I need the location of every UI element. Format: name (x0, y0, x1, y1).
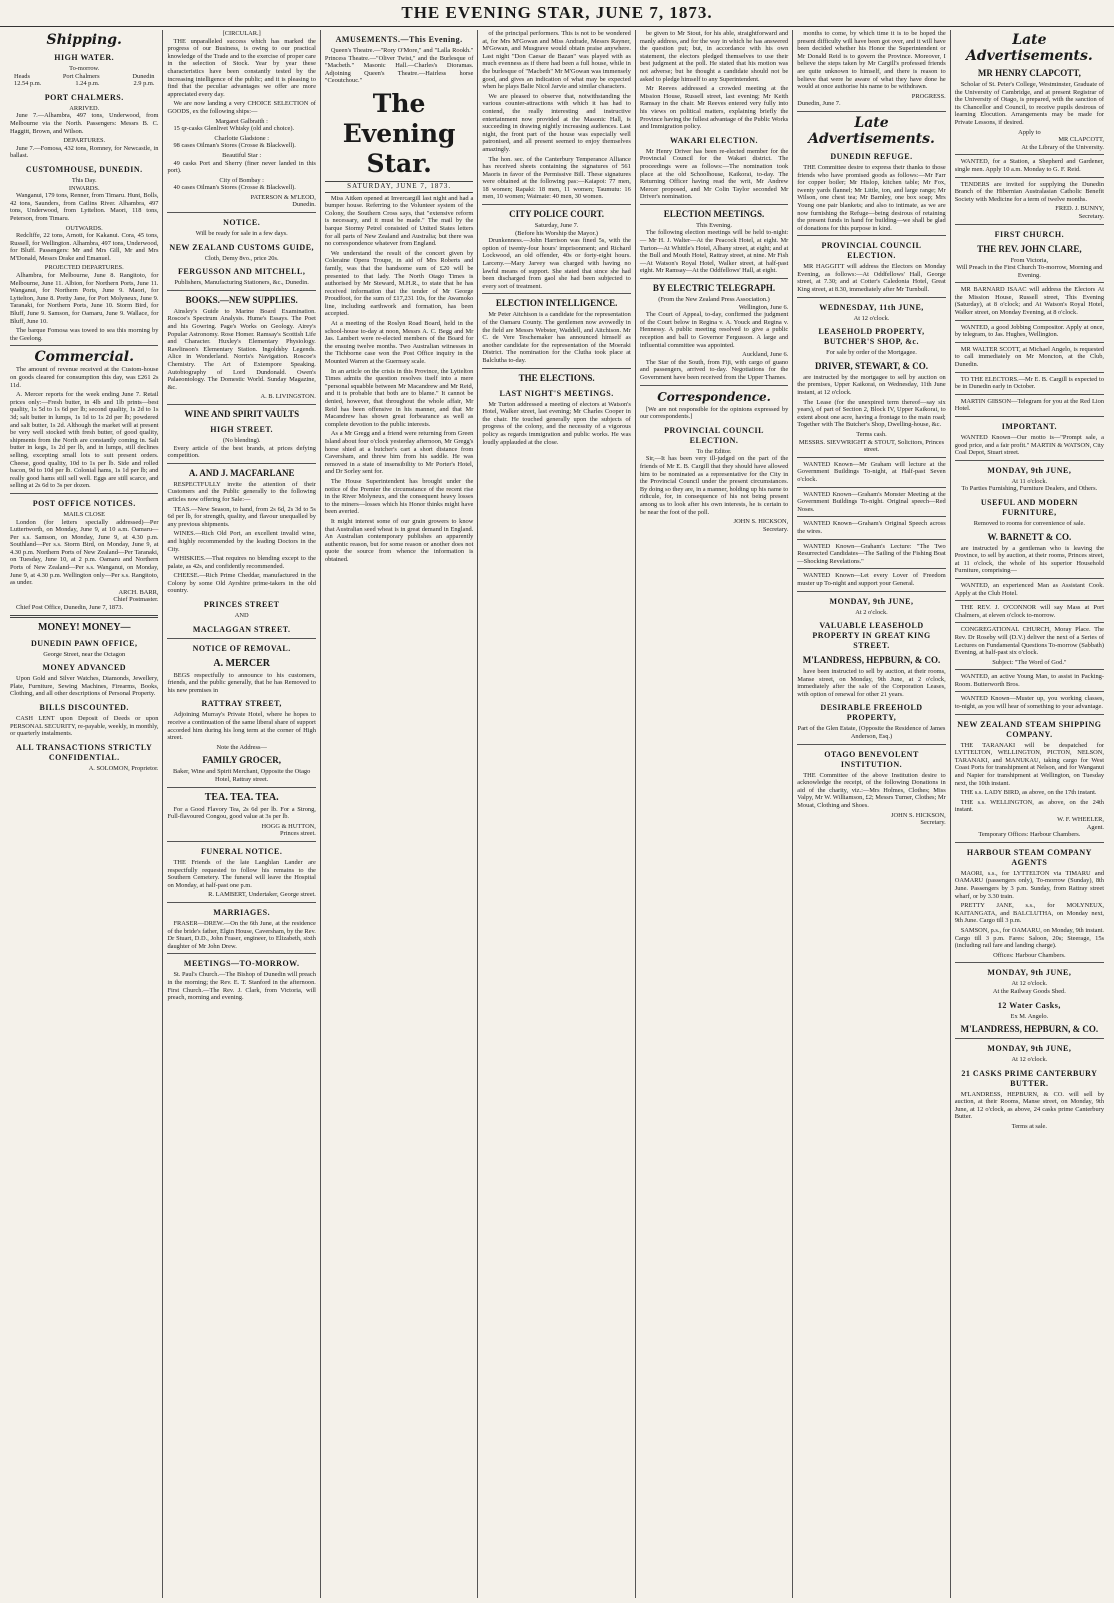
clapcott-heading: MR HENRY CLAPCOTT, (977, 68, 1081, 78)
police-bench: (Before his Worship the Mayor.) (515, 229, 599, 237)
customhouse-heading: CUSTOMHOUSE, DUNEDIN. (25, 164, 143, 174)
divider (797, 297, 945, 298)
divider (797, 457, 945, 458)
wines-text: WINES.—Rich Old Port, an excellent invalid wine, and highly recommended by the leading Doctors in the City. (167, 530, 316, 553)
congregational-text: CONGREGATIONAL CHURCH, Moray Place. The Rev. Dr Roseby will (D.V.) deliver the next of a Series of Lectures on Fundamental Questions To-morrow (Sabbath) Evening, at half-past six o'clock. (954, 626, 1105, 657)
column-3 (321, 30, 478, 1598)
divider (640, 385, 788, 386)
water-casks: 12 Water Casks, (997, 1000, 1061, 1010)
ship3-name: Beautiful Star : (222, 151, 262, 159)
police-text: Drunkenness.—John Harrison was fined 5s, with the option of twenty-four hours' imprisonment; and Richard Lockwood, an old offender, 40s or forty-eight hours. Larceny.—Mary Jarvey was charged with having no lawful means of support. She stated that since she had been discharged from gaol she had been subjected to every sort of treatment. (482, 237, 631, 290)
crisis-text: In an article on the crisis in this Province, the Lyttelton Times admits the question resolves itself into a mere "personal squabble between Mr Macandrew and Mr Reid, and it is probable that both are to blame." It cannot be denied, however, that throughout the whole affair, Mr Reid has been offensive in his manner, and that Mr Macandrew has shown great forbearance as well as complete devotion to the public interests. (324, 367, 474, 428)
mlandress-heading: M'LANDRESS, HEPBURN, & CO. (960, 1024, 1099, 1035)
notice-heading: NOTICE. (223, 218, 261, 228)
clapcott-signature: MR CLAPCOTT, (1058, 136, 1105, 144)
clapcott-text: Scholar of St. Peter's College, Westminster, Graduate of the University of Cambridge, and at present Registrar of the University of Otago, is prepared, with the sanction of its Chancellor and Council, to receive pupils desirous of learning Elocution. Arrangements may be made for Private Lessons, if desired. (954, 81, 1105, 126)
hickson-title: Secretary. (920, 819, 946, 827)
monday-9-label: MONDAY, 9th JUNE, (829, 596, 914, 606)
divider (955, 154, 1104, 155)
ship1-goods: 15 qr-casks Glenlivet Whisky (old and choice). (173, 125, 295, 133)
divider (955, 669, 1104, 670)
desirable-heading: DESIRABLE FREEHOLD PROPERTY, (820, 703, 923, 723)
divider (640, 278, 788, 279)
pawn-address: George Street, near the Octagon (43, 650, 126, 658)
macfarlane-text: RESPECTFULLY invite the attention of their Customers and the Public generally to the following articles now offering for Sale:— (167, 480, 316, 503)
tomorrow-label: To-morrow. (69, 65, 100, 72)
address-label: Note the Address— (216, 743, 267, 751)
wellington-dateline: Wellington, June 6. (738, 303, 789, 311)
valuable-heading: VALUABLE LEASEHOLD PROPERTY IN GREAT KING STREET. (812, 621, 931, 651)
tide-times (10, 80, 158, 88)
books-list: Ainsley's Guide to Marine Board Examination. Roscoe's Spectrum Analysis. Hume's Essays. The Poet and his Gowring. Page's Works on Geology. Airey's Popular Astronomy. Rose Homer. Ramsay's Scottish Life and Character. Huxley's Elementary Physiology. Rawlinson's Elementary Station. Ingoldsby Legends. Alice in Wonderland. Norris's Navigation. Roscoe's Chemistry. The Art of Extempore Speaking. Autobiography of Lord Dundonald. Owen's Palaeontology. The Domestic World. Sunday Magazine, &c. (167, 307, 316, 391)
divider (10, 345, 158, 346)
ship3-goods: 49 casks Port and Sherry (finer never landed in this port). (167, 159, 316, 175)
bunny-name: FRED. J. BUNNY, (1055, 205, 1105, 213)
grain-text: It might interest some of our grain growers to know that Australian seed wheat is in great demand in England. An Australian contemporary publishes an apparently authentic reason, but for some reason or another does not quote the source from whence the information is obtained. (324, 517, 474, 563)
wednesday-label: WEDNESDAY, 11th JUNE, (819, 302, 924, 312)
ship4-name: City of Bombay : (219, 176, 264, 184)
police-court-heading: CITY POLICE COURT. (509, 209, 605, 220)
mlandress-name: M'LANDRESS, HEPBURN, & CO. (802, 655, 941, 666)
this-day-label: This Day. (71, 176, 97, 184)
paper-title: The Evening Star. (342, 88, 456, 178)
circular-label: [CIRCULAR.] (222, 30, 261, 37)
divider (955, 578, 1104, 579)
divider (482, 293, 630, 294)
removal-heading: NOTICE OF REMOVAL. (192, 643, 291, 653)
lambert: R. LAMBERT, Undertaker, George street. (208, 891, 316, 899)
elections-heading: THE ELECTIONS. (518, 372, 595, 383)
divider (955, 416, 1104, 417)
divider (797, 591, 945, 592)
princes-st: Princes street. (280, 830, 316, 838)
marriages-text: FRASER—DREW.—On the 6th June, at the residence of the bride's father, Elgin House, Caversham, by the Rev. Dr Stuart, D.D., John Fraser, engineer, to Elizabeth, sixth daughter of Mr John Drew. (167, 919, 316, 950)
divider (797, 568, 945, 569)
monday-9b: MONDAY, 9th JUNE, (987, 968, 1072, 978)
masthead: THE EVENING STAR, JUNE 7, 1873. (0, 0, 1114, 27)
divider (482, 368, 630, 369)
books-heading: BOOKS.—NEW SUPPLIES. (185, 294, 298, 305)
teas-text: TEAS.—New Season, to hand, from 2s 6d, 2s 3d to 5s 6d per lb, for strength, quality, and flavour unequalled by any previous shipments. (167, 505, 316, 528)
masonic-text: We are pleased to observe that, notwithstanding the various counter-attractions with which it has had to contend, the really interesting and instructive entertainment now provided at the Masonic Hall, is succeeding in drawing nightly increasing audiences. Last night, the front part of the house was especially well patronised, and all present seemed to enjoy themselves amazingly. (482, 92, 631, 153)
divider (955, 177, 1104, 178)
divider (167, 841, 315, 842)
inwards-text: Wanganui, 179 tons, Renner, from Timaru. Hunt, Bolls, 42 tons, Saunders, from Catlins River. Alhambra, 497 tons, Underwood, from Lyttelton. Maori, 118 tons, Peterson, from Timaru. (10, 192, 159, 222)
ship4-goods: 40 cases Oilman's Stores (Crosse & Blackwell). (173, 184, 296, 192)
bills-discounted: BILLS DISCOUNTED. (39, 703, 129, 712)
funeral-text: THE Friends of the late Langhlan Lander are respectfully requested to follow his remains to the Southern Cemetery. The funeral will leave the Hospital on Monday, at half-past one p.m. (167, 858, 316, 889)
martin-gibson: MARTIN GIBSON—Telegram for you at the Red Lion Hotel. (954, 397, 1105, 413)
dunedin-label: Dunedin. (292, 201, 316, 209)
signature-title: Secretary. (762, 525, 789, 533)
wanted-5: WANTED Known—Let every Lover of Freedom muster up To-night and support your General. (797, 572, 946, 587)
lead-text: Miss Aitken opened at Invercargill last night and had a bumper house. Referring to the Volunteer system of the Colony, the Southern Cross says, that "extensive reform is necessary, and it must be made." The mail by the barque Stormy Petrel consisted of United States letters for all parts of New Zealand and Australia; but there was no correspondence whatever from England. (324, 194, 474, 248)
arch-barr: ARCH. BARR, (118, 588, 159, 596)
tea-text: For a Good Flavory Tea, 2s 6d per lb. For a Strong, Full-flavoured Congou, good value at 3s per lb. (167, 805, 316, 821)
bunny-title: Secretary. (1078, 212, 1105, 220)
refuge-text: THE Committee desire to express their thanks to those friends who have promised goods as follows:—Mr Farr for copper boiler; Mr Hislop, kitchen table; Mr Fox, twenty yards flannel; Mr Little, ton, and large range; Mr Wilson, one chest tea; Mr Barnley, one box soap; Mrs Young one pair blankets; and also to intimate, as we are now furnishing the Refuge—being desirous of retaining the present funds in hand for building—we shall be glad of donations for this purpose in kind. (797, 163, 946, 232)
divider (955, 842, 1104, 843)
outwards-label: OUTWARDS. (65, 224, 103, 232)
wine-text: Every article of the best brands, at prices defying competition. (167, 444, 316, 460)
pawn-office: DUNEDIN PAWN OFFICE, (30, 638, 138, 648)
election-intel-heading: ELECTION INTELLIGENCE. (495, 298, 618, 309)
signature: JOHN S. HICKSON, (733, 518, 789, 526)
this-evening-label: This Evening. (696, 221, 732, 229)
telegraph-heading: BY ELECTRIC TELEGRAPH. (652, 283, 776, 294)
oconnor-text: THE REV. J. O'CONNOR will say Mass at Port Chalmers, at eleven o'clock to-morrow. (954, 604, 1105, 619)
election-text: Mr Peter Aitchison is a candidate for the representation of the Oamaru County. The gentlemen now avowedly in the field are Messrs Webster, Waddell, and Aitchison. Mr C. de Vere Teschemaker has announced himself as another candidate for the representation of the Moeraki District. The nomination for the Clutha took place at Balclutha to-day. (482, 311, 631, 364)
correspondence-heading: Correspondence. (657, 389, 771, 404)
terms-at-sale: Terms at sale. (1011, 1123, 1047, 1131)
press-association: (From the New Zealand Press Association.) (658, 296, 770, 304)
pretty-jane-text: PRETTY JANE, s.s., for MOLYNEUX, KAITANGATA, and BALCLUTHA, on Monday next, 9th June. Cargo till 3 p.m. (954, 902, 1105, 925)
wanted-youth: WANTED, an active Young Man, to assist in Packing-Room. Butterworth Bros. (954, 673, 1105, 688)
samson-text: SAMSON, p.s., for OAMARU, on Monday, 9th instant. Cargo till 3 p.m. Fares: Saloon, 20s; Steerage, 15s (including rail fare and landing charge). (954, 926, 1105, 950)
desirable-sub: Part of the Glen Estate, (Opposite the Residence of James Anderson, Esq.) (797, 725, 946, 741)
late-ads-heading: Late Advertisements. (808, 114, 935, 147)
divider (955, 372, 1104, 373)
projected-text: Alhambra, for Melbourne, June 8. Rangitoto, for Melbourne, June 11. Albion, for Northern Ports, June 11. Wanganui, for Northern Ports, June 9. Maori, for Lyttelton, June 8. Pretty Jane, for Port Molyneux, June 9. Taranaki, for Northern Ports, June 10. Storm Bird, for Bluff, June 9. Samson, for Oamaru, June 9. Wallace, for Bluff, June 10. (10, 272, 159, 325)
temporary-offices: Temporary Offices: Harbour Chambers. (978, 831, 1081, 839)
furniture-label: To Parties Furnishing, Furniture Dealers, and Others. (961, 485, 1098, 493)
mercer-text: BEGS respectfully to announce to his customers, friends, and the public generally, that he has Removed to his new premises in (167, 671, 316, 694)
whiskies-text: WHISKIES.—That requires no blending except to the palate, as 42s, and confidently recommended. (167, 555, 316, 570)
nzsc-heading: NEW ZEALAND STEAM SHIPPING COMPANY. (957, 719, 1102, 739)
hickson: JOHN S. HICKSON, (891, 811, 946, 819)
wakari-text: Mr Henry Driver has been re-elected member for the Provincial Council for the Wakari district. The proceedings were as follows:—The nomination took place at the old Schoolhouse, Kaikorai, to-day. The Returning Officer having read the writ, Mr Andrew Mercer proposed, and Mr Colin Taylor seconded Mr Driver's nomination. (639, 147, 789, 201)
agent-label: Agent. (1086, 823, 1105, 831)
election-meetings-text: The following election meetings will be held to-night:— Mr H. J. Walter—At the Peacock Hotel, at eight. Mr Turton—At Whittle's Hotel, Albany street, at eight; and at the Bull and Mouth Hotel, Rattray street, at nine. Mr Fish—At Watson's Royal Hotel, Walker street, at half-past eight. Mr Ramsay—At the Oddfellows' Hall, at eight. (639, 229, 789, 275)
auckland-dateline: Auckland, June 6. (742, 351, 789, 359)
funeral-heading: FUNERAL NOTICE. (201, 846, 283, 856)
election-meetings-heading: ELECTION MEETINGS. (663, 208, 765, 219)
column-4 (478, 30, 635, 1598)
divider (955, 320, 1104, 321)
divider (640, 204, 788, 205)
post-office-date: Chief Post Office, Dunedin, June 7, 1873. (16, 604, 124, 612)
departures-label: DEPARTURES. (63, 137, 106, 145)
elections-text: Mr Turton addressed a meeting of electors at Watson's Hotel, Walker street, last evening; Mr Charles Cooper in the chair. He touched generally upon the subjects of progress of the colony, and the necessity of a vigorous policy as regards immigration and public works. He was loudly applauded at the close. (482, 400, 631, 446)
fergusson-mitchell: FERGUSSON AND MITCHELL, (178, 267, 306, 277)
divider (167, 787, 315, 788)
monday-butter: MONDAY, 9th JUNE, (987, 1044, 1072, 1054)
benevolent-text: THE Committee of the above Institution desire to acknowledge the receipt, of the following Donations in aid of the charity, viz.:—Mrs Holmes, Clothes; Miss Valpy, Mr W. Williamson, £2; Messrs Turner, Clothes; Mr Mouat, Clothing and Shoes. (797, 771, 946, 810)
wine-heading: WINE AND SPIRIT VAULTS (184, 408, 300, 419)
police-date: Saturday, June 7. (534, 222, 579, 230)
wanted-man: WANTED, an experienced Man as Assistant Cook. Apply at the Club Hotel. (954, 581, 1105, 597)
divider (797, 539, 945, 540)
wellington-ss-text: THE s.s. WELLINGTON, as above, on the 24th instant. (954, 798, 1105, 814)
divider (955, 224, 1104, 225)
sievwright: MESSRS. SIEVWRIGHT & STOUT, Solicitors, Princes street. (798, 438, 945, 454)
divider (167, 212, 315, 213)
first-church-heading: FIRST CHURCH. (994, 229, 1065, 239)
divider (955, 600, 1104, 601)
mission-text: Mr Reeves addressed a crowded meeting at the Mission House, Russell street, last evening; Mr Keith Ramsay in the chair. Mr Reeves entered very fully into his views on political matters, explaining briefly the Province having the fullest advantage of the Public Works and Immigration policy. (639, 85, 789, 131)
divider (482, 204, 630, 205)
ship2-goods: 98 cases Oilman's Stores (Crosse & Blackwell). (173, 142, 296, 150)
taranaki-text: THE TARANAKI will be despatched for LYTTELTON, WELLINGTON, PICTON, NELSON, TARANAKI, and MANUKAU, taking cargo for West Coast Ports for transhipment at Nelson, and for Wanganui and Napier for transhipment at Wellington, on Tuesday next, the 10th instant. (954, 741, 1105, 787)
clapcott-address: At the Library of the University. (1021, 143, 1105, 151)
clare-heading: THE REV. JOHN CLARE, (977, 243, 1082, 254)
at-11: At 11 o'clock. (1011, 477, 1048, 485)
departures-text: June 7.—Fomosa, 432 tons, Romney, for Newcastle, in ballast. (10, 144, 159, 160)
barnett-text: are instructed by a gentleman who is leaving the Province, to sell by auction, at their rooms, Princes street, at 11 o'clock, the whole of his superior Household Furniture, comprising— (954, 544, 1105, 575)
notice-text: Will be ready for sale in a few days. (195, 230, 288, 238)
removed-label: Removed to rooms for convenience of sale. (973, 519, 1085, 527)
mails-close-label: MAILS CLOSE (63, 510, 106, 518)
concert-text: We understand the result of the concert given by Coleraine Opera Troupe, in aid of Mrs Roberts and family, was that the handsome sum of £20 will be presented to that lady. The North Otago Times is authorised by Mr Steward, M.H.R., to state that he has received information that the tender of Mr George Proudfoot, for the sum of £17,231 10s, for the Awamoko line, including earthwork and formation, has been accepted. (324, 249, 474, 318)
late-ads-heading-2: Late Advertisements. (965, 32, 1093, 64)
wanted-master: WANTED Known—Muster up, you working classes, to-night, as you will hear of something to your advantage. (954, 695, 1105, 711)
column-2 (163, 30, 320, 1598)
divider (167, 290, 315, 291)
letter-continued: months to come, by which time it is to be hoped the present difficulty will have been got over, and it will have been decided whether his Honor the Superintendent or Mr Donald Reid is to govern the Province. Moreover, I believe the steps taken by Mr Cargill's professed friends are quite unknown to himself, and there is reason to believe that were he aware of what they have done he would at once authorise his name to be withdrawn. (797, 30, 946, 91)
column-1 (6, 30, 163, 1598)
projected-label: PROJECTED DEPARTURES. (44, 264, 124, 272)
paper-date: SATURDAY, JUNE 7, 1873. (325, 181, 473, 193)
divider (167, 902, 315, 903)
ex-angelo: Ex M. Angelo. (1010, 1012, 1049, 1020)
cash-lent: CASH LENT upon Deposit of Deeds or upon PERSONAL SECURITY, re-payable, weekly, in monthly, or quarterly instalments. (10, 715, 159, 738)
divider (955, 691, 1104, 692)
apply-label: Apply to (1018, 128, 1041, 136)
cheese-text: CHEESE.—Rich Prime Cheddar, manufactured in the Colony by some Old Ayrshire prime-takers in the old country. (167, 572, 316, 595)
last-nights-heading: LAST NIGHT'S MEETINGS. (499, 388, 614, 398)
divider (955, 282, 1104, 283)
divider (797, 516, 945, 517)
hospital-text: The House Superintendent has brought under the notice of the Premier the circumstance of the recent rise in the River Molyneux, and the consequent heavy losses to the miners—losses which his Honor thinks might have been averted. (324, 477, 474, 516)
subject-label: Subject: "The Word of God." (992, 658, 1067, 666)
money-advanced: MONEY ADVANCED (42, 663, 127, 673)
to-electors: TO THE ELECTORS.—Mr E. B. Cargill is expected to be in Dunedin early in October. (954, 375, 1105, 391)
arrived-label: ARRIVED. (69, 104, 100, 112)
livingston: A. B. LIVINGSTON. (260, 393, 316, 401)
high-water-heading: HIGH WATER. (54, 53, 115, 62)
post-text: London (for letters specially addressed)—Per Luttertworth, on Monday, June 9, at 10 a.m. Oamaru—Per s.s. Samson, on Monday, June 9, at 4.30 p.m. Southland—Per s.s. Storm Bird, on Monday, June 9, at 4.30 p.m. Northern Ports of New Zealand—Per Taranaki, on Tuesday, June 10, at 2 p.m. Oamaru and Northern Ports of New Zealand—Per s.s. Wanganui, on Monday, June 9, at 4.30 p.m. Wellington only—Per s.s. Rangitoto, as under. (10, 518, 159, 587)
shipping-heading: Shipping. (46, 32, 122, 48)
pce-heading: PROVINCIAL COUNCIL ELECTION. (821, 241, 922, 261)
divider (797, 487, 945, 488)
column-7 (951, 30, 1108, 1598)
arrived-text: June 7.—Alhambra, 497 tons, Underwood, from Melbourne via the North. Passengers: Messrs B. C. Haggitt, Brown, and Wilson. (10, 112, 159, 135)
customs-guide: NEW ZEALAND CUSTOMS GUIDE, (169, 242, 315, 252)
wanted-compositor: WANTED, a good Jobbing Compositor. Apply at once, by telegram, to Jas. Hughes, Wellington. (954, 323, 1105, 339)
amusements-heading: AMUSEMENTS.—This Evening. (335, 35, 463, 44)
offices-label: Offices: Harbour Chambers. (993, 951, 1066, 959)
divider (797, 235, 945, 236)
canterbury-text: The hon. sec. of the Canterbury Temperance Alliance has received sheets containing the signatures of 561 Maoris in favor of the Permissive Bill. These signatures were obtained at the following pas:—Kaiapoi: 77 men, 18 women; Rapaki: 18 men, 11 women; Taumutu: 16 men, 10 women; Waimate: 40 men, 30 women. (482, 155, 631, 201)
wanted-station: WANTED, for a Station, a Shepherd and Gardener, single men. Apply 10 a.m. Monday to G. F. Reid. (954, 158, 1105, 173)
railway-shed: At the Railway Goods Shed. (992, 987, 1066, 995)
tide-heads-label: Heads (14, 72, 30, 80)
wanted-3: WANTED Known—Graham's Original Speech across the wires. (797, 520, 946, 535)
wanted-known: WANTED Known—Our motto is—"Prompt sale, a good price, and a fair profit." MARTIN & WATSON, City Coal Depot, Stuart street. (954, 434, 1105, 457)
money-heading: MONEY! MONEY— (37, 621, 131, 633)
wanted-4: WANTED Known—Graham's Lecture: "The Two Resurrected Candidates—The Sailing of the Fishing Boat—Shocking Revelations." (797, 542, 946, 565)
newspaper-columns (6, 30, 1108, 1598)
leasehold-heading: LEASEHOLD PROPERTY, BUTCHER'S SHOP, &c. (818, 327, 925, 347)
mlandress-text: have been instructed to sell by auction, at their rooms, Manse street, on Monday, 9th June, at 2 o'clock, immediately after the sale of the Corporation Leases, with option of renewal for other 21 years. (797, 668, 946, 698)
to-editor: To the Editor. (696, 447, 732, 455)
wheeler-name: W. F. WHEELER, (1057, 816, 1105, 823)
accident-text: As a Mr Gregg and a friend were returning from Green Island about four o'clock yesterday afternoon, Mr Gregg's horse shied at a butcher's cart a short distance from Caversham, and threw him from his saddle. He was removed in a state of insensibility to Mr Porter's Hotel, and Dr Sorley sent for. (324, 430, 474, 476)
divider (955, 714, 1104, 715)
princes-street: PRINCES STREET (203, 600, 280, 610)
at-two: At 2 o'clock. (855, 608, 888, 616)
tea-heading: TEA. TEA. TEA. (204, 791, 279, 803)
haggitt-text: MR HAGGITT will address the Electors on Monday Evening, as follows:—At Oddfellows' Hall, George street, at 7.30; and at Cotter's Caledonia Hotel, Great King street, at 8.30, immediately after Mr Turnbull. (797, 263, 946, 294)
ladybird-text: THE s.s. LADY BIRD, as above, on the 17th instant. (960, 789, 1097, 797)
disclaimer: [We are not responsible for the opinions expressed by our correspondents.] (639, 405, 789, 421)
walter-scott: MR WALTER SCOTT, at Michael Angelo, is requested to call immediately on Mr Moncton, at the Club, Dunedin. (954, 345, 1105, 369)
auckland-text: The Star of the South, from Fiji, with cargo of guano and passengers, arrived to-day. Negotiations for the Government have been received from the Upper Thames. (639, 358, 789, 381)
paterson-mleod: PATERSON & M'LEOD, (250, 193, 316, 201)
benevolent-heading: OTAGO BENEVOLENT INSTITUTION. (824, 749, 919, 769)
progress-signature: PROGRESS. (911, 92, 946, 100)
mercer-address: Baker, Wine and Spirit Merchant, Opposite the Otago Hotel, Rattray street. (173, 768, 311, 783)
butter-heading: 21 CASKS PRIME CANTERBURY BUTTER. (961, 1068, 1098, 1088)
provincial-election-heading: PROVINCIAL COUNCIL ELECTION. (664, 425, 764, 445)
divider (167, 638, 315, 639)
divider (797, 744, 945, 745)
divider (797, 111, 945, 112)
divider (955, 962, 1104, 963)
maclaggan-street: MACLAGGAN STREET. (192, 624, 291, 634)
wanted-1: WANTED Known—Mr Graham will lecture at the Government Buildings To-night, at Half-past Seven o'clock. (797, 460, 946, 483)
macfarlane-heading: A. AND J. MACFARLANE (188, 467, 295, 478)
clare-text: Will Preach in the First Church To-morrow, Morning and Evening. (956, 264, 1103, 279)
tide-table (10, 73, 158, 81)
all-transactions: ALL TRANSACTIONS STRICTLY CONFIDENTIAL. (16, 742, 153, 762)
for-sale: For sale by order of the Mortgagee. (826, 349, 917, 357)
commercial-heading: Commercial. (34, 349, 134, 366)
maori-text: MAORI, s.s., for LYTTELTON via TIMARU and OAMARU (passengers only), To-morrow (Sunday), 8th June. Passengers by 3 p.m. Sunday, from Rattray street wharf, or by 3.30 train. (954, 869, 1105, 900)
barque-text: The barque Fomosa was towed to sea this morning by the Geelong. (10, 327, 159, 342)
pawn-text: Upon Gold and Silver Watches, Diamonds, Jewellery, Plate, Furniture, Sewing Machines, Firearms, Books, Clothing, and all other descriptions of Personal Property. (10, 675, 159, 698)
divider (167, 404, 315, 405)
circular-text: THE unparalleled success which has marked the progress of our Business, is owing to our practical knowledge of the Trade and to the exercise of proper care in the selection of Stock. Year by year these characteristics have been constantly tested by the increasing intelligence of the public; and it is pleasing to find that the peculiar advantages we offer are more appreciated every day. (167, 37, 316, 98)
divider (955, 342, 1104, 343)
divider (955, 1038, 1104, 1039)
chief-postmaster: Chief Postmaster. (113, 596, 159, 604)
divider (167, 463, 315, 464)
ship1-name: Margaret Galbraith : (215, 117, 268, 125)
wakari-heading: WAKARI ELECTION. (670, 135, 759, 145)
lease-text: The Lease (for the unexpired term thereof—say six years), of part of Section 2, Block IV, Upper Kaikorai, to extent about one acre, having a frontage to the main road; Together with The Butcher's Shop, Dwelling-house, &c. (797, 398, 946, 429)
received-text: We are now landing a very CHOICE SELECTION of GOODS, ex the following ships:— (167, 100, 316, 115)
divider (955, 622, 1104, 623)
publishers: Publishers, Manufacturing Stationers, &c., Dunedin. (174, 279, 309, 287)
monday-9: MONDAY, 9th JUNE, (987, 465, 1072, 475)
at-12: At 12 o'clock. (1011, 980, 1048, 988)
commercial-text: A. Mercer reports for the week ending June 7. Retail prices only:—Fresh butter, in 4lb and 1lb prints—best quality, 1s 5d to 1s 6d per lb; second quality, 1s 2d to 1s 3d; salt butter in lumps, 1s 1d to 1s 2d per lb; powdered and salt butter, 1s 2d. Although the market will at present be very well stocked with fresh butter, of good quality, shipments from the North are constantly coming in. Salt butter in kegs, 1s 2d per lb, and in lumps, still declines selling, excepting small lots to suit present orders. Cheese, good quality, 10d to 1s per lb. Side and rolled bacon, 9d to 10d per lb. Colonial hams, 1s 1d per lb; and really good hams still sell well. Eggs are still scarce, and selling at 2s 6d to 3s per dozen. (10, 391, 159, 490)
amusements-text: Queen's Theatre.—"Rory O'More," and "Lalla Rookh." Princess Theatre.—"Oliver Twist," and the Burlesque of "Macbeth." Masonic Hall.—Charles's Dioramas. Adjoining Queen's Theatre.—Hairless horse "Ceoutchouc." (324, 47, 474, 85)
mercer-name: A. MERCER (213, 657, 271, 669)
mlandress-butter-text: M'LANDRESS, HEPBURN, & CO. will sell by auction, at their Rooms, Manse street, on Monday, 9th June, at 12 o'clock, as above, 24 casks prime Canterbury Butter. (954, 1090, 1105, 1121)
and-label: AND (234, 612, 249, 620)
guide-text: Cloth, Demy 8vo., price 20s. (204, 254, 279, 262)
mercer-text-2: Adjoining Murray's Private Hotel, where he hopes to receive a continuation of the same liberal share of support accorded him during his long term at the corner of High street. (167, 711, 316, 742)
driver-stewart: DRIVER, STEWART, & CO. (814, 360, 929, 371)
tenders-text: TENDERS are invited for supplying the Dunedin Branch of the Hibernian Australasian Catholic Benefit Society with Medicine for a term of twelve months. (954, 180, 1105, 203)
telegraph-text: The Court of Appeal, to-day, confirmed the judgment of the Court below in Regina v. A. Youck and Regina v. Hennessy. A public meeting resolved to give a public reception and ball to Governor Fergusson. A large and influential committee was appointed. (639, 311, 789, 349)
progress-date: Dunedin, June 7. (797, 100, 841, 108)
marriages-heading: MARRIAGES. (213, 907, 271, 917)
letter-text: Sir,—It has been very ill-judged on the part of the friends of Mr E. B. Cargill that they should have allowed him to be nominated as a representative for the City in the Provincial Council under the present circumstances. By doing so they are, in a manner, holding up his name to ridicule, for, in consequence of his not being present among us to look after his own interests, he is certain to be near the foot of the poll. (639, 455, 789, 516)
high-street: HIGH STREET. (210, 424, 274, 434)
port-chalmers-heading: PORT CHALMERS. (44, 92, 124, 102)
important-heading: IMPORTANT. (1001, 422, 1058, 431)
driver-text: are instructed by the mortgagee to sell by auction on the premises, Upper Kaikorai, on Wednesday, 11th June instant, at 12 o'clock. (797, 373, 946, 397)
meetings-text: St. Paul's Church.—The Bishop of Dunedin will preach in the morning; the Rev. E. T. Stanford in the afternoon. First Church.—The Rev. J. Clark, from Victoria, will preach, morning and evening. (167, 971, 316, 1002)
terms-cash: Terms cash. (856, 431, 887, 438)
tide-chalmers-label: Port Chalmers (62, 72, 100, 80)
proprietor: A. SOLOMON, Proprietor. (88, 764, 159, 772)
tide-heads: 12.54 p.m. (14, 80, 42, 88)
useful-furniture: USEFUL AND MODERN FURNITURE, (980, 497, 1078, 517)
harbour-heading: HARBOUR STEAM COMPANY AGENTS (966, 847, 1092, 867)
column-5 (636, 30, 793, 1598)
hogg-hutton: HOGG & HUTTON, (261, 822, 316, 830)
family-grocer: FAMILY GROCER, (202, 755, 282, 766)
column-6 (793, 30, 950, 1598)
meeting-text: At a meeting of the Roslyn Road Board, held in the school-house to-day at noon, Messrs A. C. Begg and Mr Jas. Lambert were re-elected members of the Board for the ensuing twelve months. Two Australian witnesses in the Tichborne case won the Post Office inquiry in the Mounted Warren at the Guernsey scale. (324, 320, 474, 366)
barnett-heading: W. BARNETT & CO. (987, 531, 1072, 542)
divider (167, 953, 315, 954)
rattray-street: RATTRAY STREET, (201, 699, 282, 709)
post-office-heading: POST OFFICE NOTICES. (32, 498, 136, 508)
outwards-text: Redcliffe, 22 tons, Arnott, for Kakanui. Cora, 45 tons, Russell, for Wellington. Alhambra, 497 tons, Underwood, for Bluff. Passengers: Mr and Mrs Gill, Mr and Mrs M'Donald, Messrs Drake and Emanuel. (10, 232, 159, 262)
stout-text: be given to Mr Stout, for his able, straightforward and manly address, and for the way in which he has answered the question put; but, in accordance with his own statement, the electors pledged themselves to use their best judgment at the poll. He stated that his motion was not adverse; but he thought a candidate should not be asked to pledge himself to any Superintendent. (639, 30, 789, 83)
divider (10, 615, 158, 618)
tide-dunedin-label: Dunedin (132, 72, 155, 80)
tide-chalmers: 1.24 p.m. (75, 80, 100, 88)
isaac-text: MR BARNARD ISAAC will address the Electors At the Mission House, Russell street, This Evening (Saturday), at 8 o'clock; and At Watson's Royal Hotel, Walker street, on Monday Evening, at 8 o'clock. (954, 286, 1105, 317)
at-noon: At 12 o'clock. (853, 314, 890, 322)
wanted-2: WANTED Known—Graham's Monster Meeting at the Government Buildings To-night. Original speech—Red Noses. (797, 490, 946, 513)
commercial-lead: The amount of revenue received at the Custom-house on goods cleared for consumption this day, was £261 2s 11d. (10, 366, 159, 389)
divider (955, 460, 1104, 461)
tide-dunedin: 2.9 p.m. (133, 80, 155, 88)
inwards-label: INWARDS. (68, 184, 100, 192)
divider (10, 493, 158, 494)
meetings-heading: MEETINGS—TO-MORROW. (183, 959, 300, 969)
from-victoria: From Victoria, (1010, 256, 1049, 264)
no-blending: (No blending). (222, 436, 261, 444)
refuge-heading: DUNEDIN REFUGE. (830, 151, 913, 161)
ship2-name: Charlotte Gladstone : (214, 134, 270, 142)
divider (955, 394, 1104, 395)
at-butter: At 12 o'clock. (1011, 1056, 1048, 1064)
theatre-text: of the principal performers. This is not to be wondered at, for Mrs M'Gowan and Miss Andrade, Messrs Rayner, M'Gowan, and Musgrave would obtain praise anywhere. Last night "Don Caesar de Bazan" was played with as much evenness as if there had been a full house, while in the burlesque of "Macbeth" Mr M'Gowan was immensely good, and gives an indication of what may be expected when he plays Balie Nicol Jarvie and similar characters. (482, 30, 631, 91)
